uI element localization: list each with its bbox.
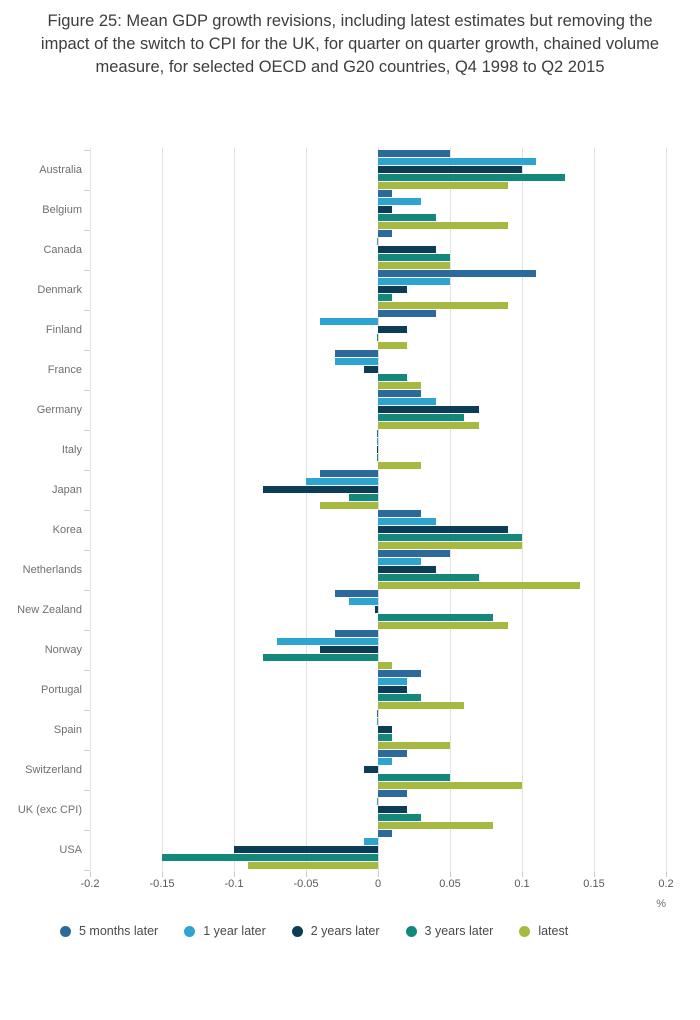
- bar-1-year-later-Denmark[interactable]: [378, 278, 450, 285]
- y-axis-tick: [84, 270, 90, 271]
- y-axis-tick: [84, 670, 90, 671]
- legend-label: latest: [538, 924, 569, 938]
- bar-5-months-later-Denmark[interactable]: [378, 270, 536, 277]
- bar-1-year-later-Japan[interactable]: [306, 478, 378, 485]
- legend-dot-icon: [184, 926, 195, 937]
- legend-dot-icon: [60, 926, 71, 937]
- y-axis-tick: [84, 430, 90, 431]
- gridline: [234, 148, 235, 872]
- y-axis-tick: [84, 710, 90, 711]
- legend: [60, 924, 680, 938]
- y-axis-tick: [84, 470, 90, 471]
- y-axis-tick: [84, 630, 90, 631]
- gridline: [162, 148, 163, 872]
- bar-latest-Korea[interactable]: [378, 542, 522, 549]
- bar-1-year-later-France[interactable]: [335, 358, 378, 365]
- x-tick-label: 0: [374, 878, 382, 890]
- bar-5-months-later-Germany[interactable]: [378, 390, 421, 397]
- gridline: [666, 148, 667, 872]
- bar-5-months-later-Belgium[interactable]: [378, 190, 392, 197]
- country-label: Japan: [52, 484, 82, 496]
- bar-1-year-later-USA[interactable]: [364, 838, 378, 845]
- country-label: Finland: [45, 324, 82, 336]
- country-label: Spain: [53, 724, 82, 736]
- bar-3-years-later-Spain[interactable]: [378, 734, 392, 741]
- bar-5-months-later-UK-exc-CPI-[interactable]: [378, 790, 407, 797]
- bar-latest-Denmark[interactable]: [378, 302, 508, 309]
- bar-latest-Finland[interactable]: [378, 342, 407, 349]
- country-label: Italy: [61, 444, 82, 456]
- bar-latest-Belgium[interactable]: [378, 222, 508, 229]
- x-axis-tick: [666, 872, 667, 877]
- legend-dot-icon: [292, 926, 303, 937]
- bar-5-months-later-Switzerland[interactable]: [378, 750, 407, 757]
- bar-2-years-later-Italy[interactable]: [377, 446, 378, 453]
- country-label: New Zealand: [17, 604, 82, 616]
- x-tick-label: 0.15: [583, 878, 605, 890]
- legend-label: 5 months later: [79, 924, 159, 938]
- y-axis-tick: [84, 750, 90, 751]
- bar-2-years-later-UK-exc-CPI-[interactable]: [378, 806, 407, 813]
- bar-1-year-later-Belgium[interactable]: [378, 198, 421, 205]
- bar-5-months-later-Australia[interactable]: [378, 150, 450, 157]
- bar-2-years-later-Korea[interactable]: [378, 526, 508, 533]
- bar-3-years-later-France[interactable]: [378, 374, 407, 381]
- x-axis-tick: [90, 872, 91, 877]
- bar-1-year-later-Korea[interactable]: [378, 518, 436, 525]
- country-label: Netherlands: [22, 564, 82, 576]
- bar-1-year-later-Italy[interactable]: [377, 438, 378, 445]
- bar-latest-Canada[interactable]: [378, 262, 450, 269]
- y-axis-tick: [84, 590, 90, 591]
- x-axis-tick: [378, 872, 379, 877]
- country-label: USA: [59, 844, 82, 856]
- bar-3-years-later-Portugal[interactable]: [378, 694, 421, 701]
- bar-latest-USA[interactable]: [248, 862, 378, 869]
- bar-5-months-later-Portugal[interactable]: [378, 670, 421, 677]
- bar-2-years-later-Japan[interactable]: [263, 486, 378, 493]
- country-label: Denmark: [37, 284, 82, 296]
- x-axis-tick: [594, 872, 595, 877]
- bar-5-months-later-Finland[interactable]: [378, 310, 436, 317]
- bar-3-years-later-Korea[interactable]: [378, 534, 522, 541]
- x-axis-unit-label: %: [656, 898, 666, 910]
- x-axis-tick: [522, 872, 523, 877]
- bar-3-years-later-Switzerland[interactable]: [378, 774, 450, 781]
- bar-5-months-later-Canada[interactable]: [378, 230, 392, 237]
- bar-latest-Portugal[interactable]: [378, 702, 464, 709]
- legend-item-1-year-later[interactable]: [184, 924, 266, 938]
- x-axis-tick: [306, 872, 307, 877]
- bar-3-years-later-UK-exc-CPI-[interactable]: [378, 814, 421, 821]
- bar-1-year-later-Portugal[interactable]: [378, 678, 407, 685]
- gridline: [90, 148, 91, 872]
- bar-2-years-later-Denmark[interactable]: [378, 286, 407, 293]
- legend-label: 2 years later: [310, 924, 380, 938]
- bar-1-year-later-Spain[interactable]: [377, 718, 378, 725]
- legend-label: 3 years later: [424, 924, 494, 938]
- bar-5-months-later-Italy[interactable]: [377, 430, 378, 437]
- bar-3-years-later-Norway[interactable]: [263, 654, 378, 661]
- country-label: UK (exc CPI): [17, 804, 82, 816]
- bar-3-years-later-Finland[interactable]: [377, 334, 378, 341]
- bar-3-years-later-Canada[interactable]: [378, 254, 450, 261]
- y-axis-tick: [84, 510, 90, 511]
- legend-item-latest[interactable]: [519, 924, 568, 938]
- bar-5-months-later-France[interactable]: [335, 350, 378, 357]
- bar-3-years-later-Denmark[interactable]: [378, 294, 392, 301]
- bar-2-years-later-France[interactable]: [364, 366, 378, 373]
- country-label: Australia: [39, 164, 82, 176]
- chart-title: Figure 25: Mean GDP growth revisions, including latest estimates but removing the impact of the switch to CPI for the UK, for quarter on quarter growth, chained volume measure, for selected OECD and G20 countries, Q4 1998 to Q2 2015: [40, 12, 660, 76]
- y-axis-tick: [84, 350, 90, 351]
- country-label: Switzerland: [25, 764, 82, 776]
- legend-item-2-years-later[interactable]: [292, 924, 380, 938]
- gridline: [306, 148, 307, 872]
- country-label: Norway: [44, 644, 82, 656]
- bar-3-years-later-Germany[interactable]: [378, 414, 464, 421]
- country-label: Korea: [52, 524, 82, 536]
- bar-3-years-later-Japan[interactable]: [349, 494, 378, 501]
- bar-1-year-later-Netherlands[interactable]: [378, 558, 421, 565]
- x-tick-label: -0.15: [149, 878, 175, 890]
- x-tick-label: 0.2: [658, 878, 674, 890]
- bar-3-years-later-Italy[interactable]: [377, 454, 378, 461]
- bar-latest-Japan[interactable]: [320, 502, 378, 509]
- legend-dot-icon: [519, 926, 530, 937]
- bar-latest-Germany[interactable]: [378, 422, 479, 429]
- bar-1-year-later-Canada[interactable]: [377, 238, 378, 245]
- gridline: [450, 148, 451, 872]
- country-label: Belgium: [42, 204, 82, 216]
- y-axis-tick: [84, 870, 90, 871]
- bar-1-year-later-UK-exc-CPI-[interactable]: [377, 798, 378, 805]
- y-axis-tick: [84, 550, 90, 551]
- bar-2-years-later-New-Zealand[interactable]: [375, 606, 378, 613]
- plot-area: [90, 148, 666, 872]
- x-tick-label: -0.1: [224, 878, 244, 890]
- bar-2-years-later-Portugal[interactable]: [378, 686, 407, 693]
- bar-latest-Italy[interactable]: [378, 462, 421, 469]
- bar-3-years-later-Australia[interactable]: [378, 174, 565, 181]
- bar-3-years-later-New-Zealand[interactable]: [378, 614, 493, 621]
- bar-1-year-later-New-Zealand[interactable]: [349, 598, 378, 605]
- country-label: France: [47, 364, 82, 376]
- bar-2-years-later-Germany[interactable]: [378, 406, 479, 413]
- bar-2-years-later-Finland[interactable]: [378, 326, 407, 333]
- bar-2-years-later-Switzerland[interactable]: [364, 766, 378, 773]
- bar-2-years-later-Australia[interactable]: [378, 166, 522, 173]
- country-label: Canada: [43, 244, 82, 256]
- y-axis-tick: [84, 790, 90, 791]
- x-axis-tick: [450, 872, 451, 877]
- x-axis-tick: [234, 872, 235, 877]
- bar-latest-Netherlands[interactable]: [378, 582, 580, 589]
- bar-5-months-later-Norway[interactable]: [335, 630, 378, 637]
- bar-2-years-later-Norway[interactable]: [320, 646, 378, 653]
- bar-1-year-later-Germany[interactable]: [378, 398, 436, 405]
- x-tick-label: -0.2: [80, 878, 100, 890]
- legend-dot-icon: [406, 926, 417, 937]
- bar-2-years-later-Belgium[interactable]: [378, 206, 392, 213]
- y-axis-tick: [84, 310, 90, 311]
- gridline: [594, 148, 595, 872]
- legend-item-5-months-later[interactable]: [60, 924, 158, 938]
- bar-5-months-later-Korea[interactable]: [378, 510, 421, 517]
- x-tick-label: 0.1: [514, 878, 530, 890]
- y-axis-tick: [84, 390, 90, 391]
- bar-latest-New-Zealand[interactable]: [378, 622, 508, 629]
- country-label: Germany: [36, 404, 82, 416]
- y-axis-tick: [84, 230, 90, 231]
- bar-1-year-later-Australia[interactable]: [378, 158, 536, 165]
- bar-latest-Switzerland[interactable]: [378, 782, 522, 789]
- bar-latest-Norway[interactable]: [378, 662, 392, 669]
- bar-5-months-later-Netherlands[interactable]: [378, 550, 450, 557]
- y-axis-tick: [84, 830, 90, 831]
- bar-2-years-later-USA[interactable]: [234, 846, 378, 853]
- legend-item-3-years-later[interactable]: [406, 924, 494, 938]
- bar-1-year-later-Norway[interactable]: [277, 638, 378, 645]
- x-axis-tick: [162, 872, 163, 877]
- bar-5-months-later-Japan[interactable]: [320, 470, 378, 477]
- gridline: [522, 148, 523, 872]
- bar-2-years-later-Canada[interactable]: [378, 246, 436, 253]
- x-tick-label: 0.05: [439, 878, 461, 890]
- bar-2-years-later-Spain[interactable]: [378, 726, 392, 733]
- x-tick-label: -0.05: [293, 878, 319, 890]
- bar-latest-Spain[interactable]: [378, 742, 450, 749]
- bar-5-months-later-Spain[interactable]: [377, 710, 378, 717]
- bar-5-months-later-USA[interactable]: [378, 830, 392, 837]
- bar-latest-France[interactable]: [378, 382, 421, 389]
- y-axis-tick: [84, 150, 90, 151]
- country-label: Portugal: [41, 684, 82, 696]
- bar-2-years-later-Netherlands[interactable]: [378, 566, 436, 573]
- bar-3-years-later-USA[interactable]: [162, 854, 378, 861]
- bar-5-months-later-New-Zealand[interactable]: [335, 590, 378, 597]
- bar-latest-Australia[interactable]: [378, 182, 508, 189]
- bar-1-year-later-Switzerland[interactable]: [378, 758, 392, 765]
- bar-3-years-later-Belgium[interactable]: [378, 214, 436, 221]
- bar-latest-UK-exc-CPI-[interactable]: [378, 822, 493, 829]
- y-axis-tick: [84, 190, 90, 191]
- legend-label: 1 year later: [203, 924, 266, 938]
- bar-3-years-later-Netherlands[interactable]: [378, 574, 479, 581]
- bar-1-year-later-Finland[interactable]: [320, 318, 378, 325]
